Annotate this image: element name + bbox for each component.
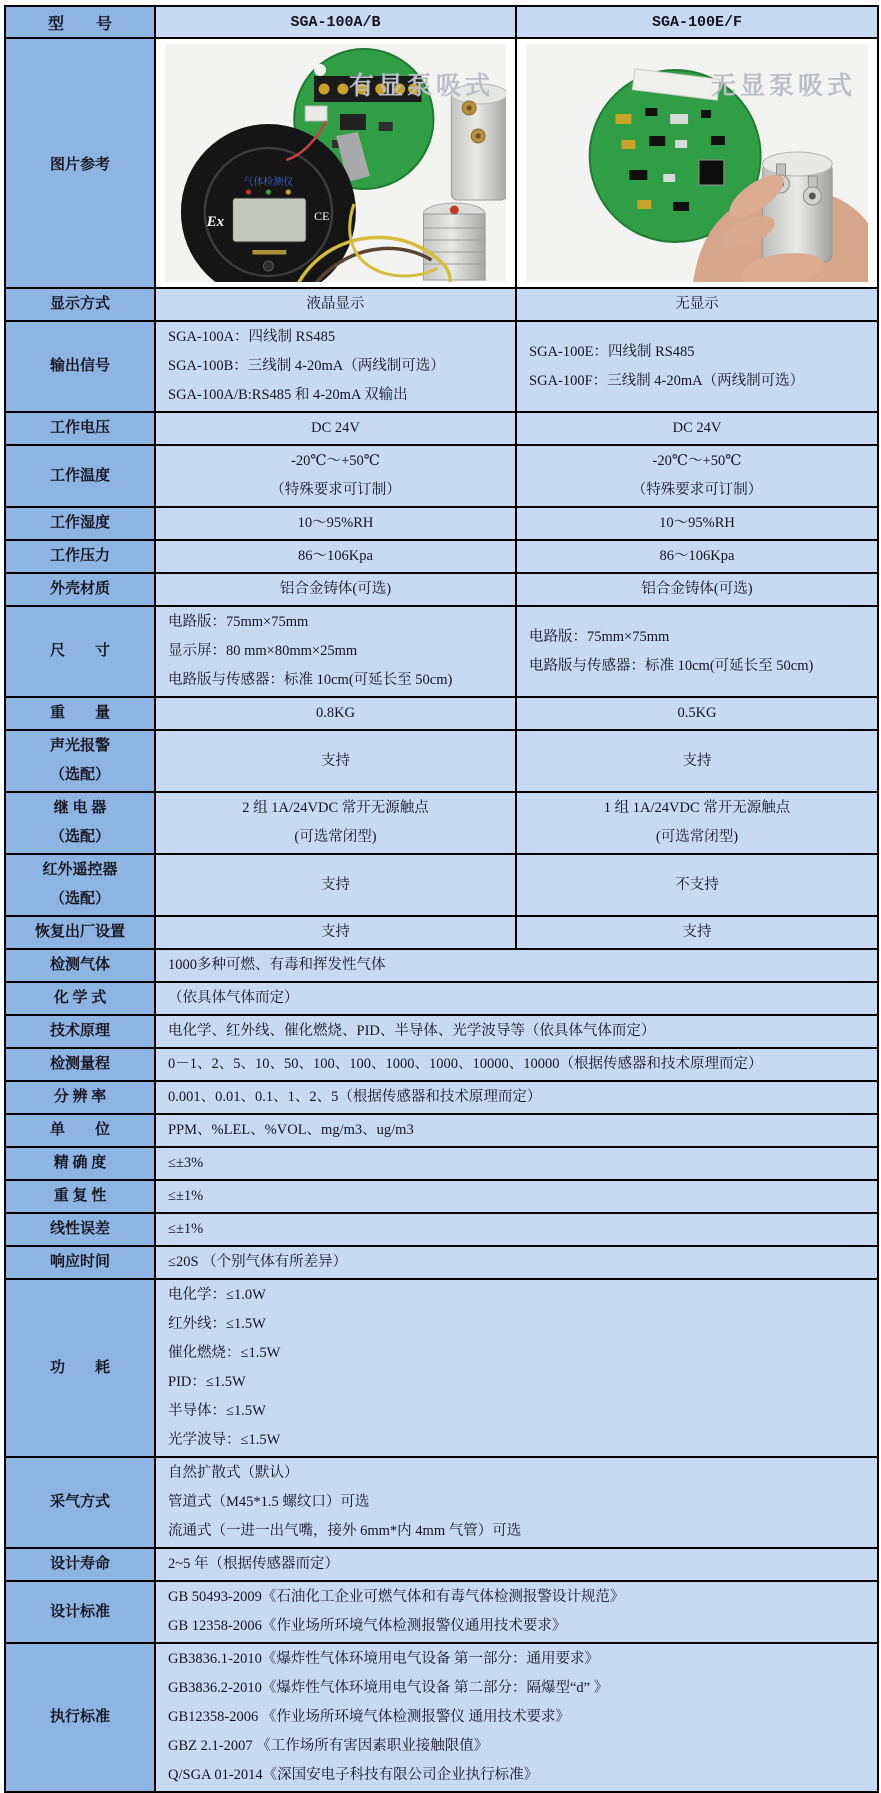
spec-line: 继 电 器 [53,800,107,816]
spec-value-full [155,1643,878,1792]
spec-line: 执行标准 [49,1709,110,1725]
sensor-red-dot [450,206,459,215]
spec-value-left [155,321,516,412]
spec-line: 0.001、0.01、0.1、1、2、5（根据传感器和技术原理而定） [168,1089,542,1105]
spec-rows [5,288,878,1792]
spec-line: 重 量 [49,705,110,721]
spec-line: 红外线：≤1.5W [168,1316,266,1332]
spec-line: 功 耗 [49,1359,110,1376]
photo-row-label: 图片参考 [5,38,155,288]
sensor-cylinder [763,152,833,262]
spec-line: GB12358-2006 《作业场所环境气体检测报警仪 通用技术要求》 [168,1709,570,1725]
table-row [5,412,878,445]
row-label [5,1180,155,1213]
model-label: 型 号 [5,6,155,38]
spec-line: DC 24V [672,420,722,436]
spec-line: 自然扩散式（默认） [168,1465,299,1481]
spec-line: GB3836.2-2010《爆炸性气体环境用电气设备 第二部分：隔爆型“d” 》 [168,1680,609,1696]
table-row [5,1246,878,1279]
spec-value-left [155,854,516,916]
row-label [5,982,155,1015]
photo-cell-right [516,38,878,288]
ex-marking: Ex [206,213,225,231]
spec-line: 工作湿度 [49,515,110,531]
row-label [5,573,155,606]
spec-line: 铝合金铸体(可选) [279,581,392,597]
spec-line: 声光报警 [49,738,110,754]
spec-line: (可选常闭型) [294,829,377,845]
spec-value-left [155,792,516,854]
row-label [5,412,155,445]
spec-line: 10～95%RH [297,515,374,531]
spec-line: 电路版：75mm×75mm [529,628,670,645]
table-row [5,1048,878,1081]
spec-line: 86～106Kpa [298,548,373,564]
spec-value-left [155,507,516,540]
row-label [5,1213,155,1246]
spec-value-full [155,1213,878,1246]
spec-value-right [516,321,878,412]
detector-screen-title: 气体检测仪 [243,176,294,189]
model-name-left: SGA-100A/B [155,6,516,38]
row-label [5,540,155,573]
spec-value-full [155,982,878,1015]
row-label [5,916,155,949]
spec-line: 2 组 1A/24VDC 常开无源触点 [242,800,429,816]
spec-line: 检测气体 [49,957,110,973]
spec-line: 设计标准 [49,1603,110,1620]
spec-value-full [155,1581,878,1643]
spec-line: 工作电压 [49,420,110,436]
spec-value-full [155,1114,878,1147]
row-label [5,606,155,697]
spec-line: 化 学 式 [53,990,107,1006]
spec-line: Q/SGA 01-2014《深国安电子科技有限公司企业执行标准》 [168,1767,539,1783]
header-row [5,6,878,38]
spec-line: SGA-100B：三线制 4-20mA（两线制可选） [168,358,445,374]
spec-line: -20℃～+50℃ [291,453,380,469]
spec-line: 流通式（一进一出气嘴，接外 6mm*内 4mm 气管）可选 [168,1523,522,1539]
table-row [5,1457,878,1548]
spec-value-right [516,697,878,730]
row-label [5,1147,155,1180]
spec-line: 采气方式 [49,1494,110,1510]
row-label [5,1081,155,1114]
spec-line: SGA-100A/B:RS485 和 4-20mA 双输出 [168,387,408,403]
spec-line: DC 24V [311,420,360,436]
spec-line: 工作温度 [49,467,110,484]
table-row [5,1279,878,1457]
spec-value-right [516,507,878,540]
spec-line: 恢复出厂设置 [34,924,125,940]
row-label [5,321,155,412]
row-label [5,697,155,730]
spec-line: SGA-100F：三线制 4-20mA（两线制可选） [529,372,805,389]
spec-line: 液晶显示 [306,296,365,312]
row-label [5,1246,155,1279]
spec-line: 设计寿命 [49,1556,110,1572]
row-label [5,1015,155,1048]
spec-value-left [155,730,516,792]
spec-value-right [516,730,878,792]
row-label [5,288,155,321]
spec-line: ≤±1% [168,1221,204,1237]
table-row [5,1581,878,1643]
spec-line: 支持 [682,752,712,769]
row-label [5,792,155,854]
spec-line: 工作压力 [49,548,110,564]
sensor-cylinder-ribbed [423,203,485,280]
spec-value-right [516,288,878,321]
row-label [5,507,155,540]
spec-line: 单 位 [49,1122,110,1138]
spec-line: ≤20S （个别气体有所差异） [168,1254,348,1270]
spec-value-left [155,573,516,606]
spec-line: PID：≤1.5W [168,1374,246,1390]
spec-line: GBZ 2.1-2007 《工作场所有害因素职业接触限值》 [168,1738,489,1754]
spec-line: 支持 [321,924,350,940]
table-row [5,540,878,573]
table-row [5,916,878,949]
spec-line: （依具体气体而定） [168,990,299,1006]
spec-line: 半导体：≤1.5W [168,1403,266,1419]
spec-value-left [155,540,516,573]
spec-line: ≤±3% [168,1155,204,1171]
spec-line: 2~5 年（根据传感器而定） [168,1556,339,1572]
spec-line: 1 组 1A/24VDC 常开无源触点 [603,800,791,816]
spec-value-left [155,606,516,697]
photo-watermark-right: 无显泵吸式 [710,73,856,100]
spec-line: GB3836.1-2010《爆炸性气体环境用电气设备 第一部分：通用要求》 [168,1651,599,1667]
table-row [5,1081,878,1114]
spec-line: ≤±1% [168,1188,204,1204]
model-name-right: SGA-100E/F [516,6,878,38]
spec-value-right [516,445,878,507]
table-row [5,982,878,1015]
spec-value-left [155,445,516,507]
spec-value-left [155,916,516,949]
table-row [5,445,878,507]
spec-value-full [155,1147,878,1180]
spec-line: GB 50493-2009《石油化工企业可燃气体和有毒气体检测报警设计规范》 [168,1589,625,1605]
table-row [5,1180,878,1213]
spec-line: 1000多种可燃、有毒和挥发性气体 [168,957,386,973]
spec-line: 不支持 [675,876,719,893]
spec-line: 外壳材质 [49,581,110,597]
spec-line: 光学波导：≤1.5W [168,1432,281,1448]
spec-value-full [155,1457,878,1548]
row-label [5,1581,155,1643]
spec-value-full [155,1048,878,1081]
spec-line: （特殊要求可订制） [270,482,401,498]
table-row [5,730,878,792]
table-row [5,1015,878,1048]
row-label [5,1114,155,1147]
spec-line: 支持 [682,924,712,940]
photo-watermark-left: 有显泵吸式 [348,73,494,100]
ce-marking: CE [314,208,330,224]
spec-line: 电路版与传感器：标准 10cm(可延长至 50cm) [529,657,814,674]
spec-line: 显示屏：80 mm×80mm×25mm [168,643,358,659]
row-label [5,1279,155,1457]
table-row [5,949,878,982]
row-label [5,1643,155,1792]
row-label [5,445,155,507]
spec-line: 显示方式 [49,296,110,312]
spec-value-right [516,412,878,445]
spec-line: 10～95%RH [659,515,735,531]
spec-line: 催化燃烧：≤1.5W [168,1345,281,1361]
spec-value-full [155,1180,878,1213]
table-row [5,288,878,321]
spec-value-right [516,792,878,854]
spec-line: SGA-100A：四线制 RS485 [168,329,336,345]
spec-line: 管道式（M45*1.5 螺纹口）可选 [168,1494,370,1510]
row-label [5,1048,155,1081]
spec-line: （特殊要求可订制） [631,482,763,498]
spec-line: 技术原理 [49,1023,110,1039]
spec-value-right [516,916,878,949]
spec-line: -20℃～+50℃ [652,453,742,469]
table-row [5,1548,878,1581]
photo-row [5,38,878,288]
table-row [5,1213,878,1246]
table-row [5,854,878,916]
table-row [5,1643,878,1792]
product-photo-left [165,44,506,282]
table-row [5,697,878,730]
table-row [5,507,878,540]
spec-line: 精 确 度 [53,1155,107,1171]
spec-line: （选配） [49,829,110,845]
spec-line: 线性误差 [49,1221,110,1237]
spec-line: (可选常闭型) [655,829,739,845]
spec-line: SGA-100E：四线制 RS485 [529,343,695,360]
spec-line: PPM、%LEL、%VOL、mg/m3、ug/m3 [168,1122,414,1138]
spec-line: 电化学：≤1.0W [168,1287,266,1303]
spec-value-full [155,1246,878,1279]
table-row [5,606,878,697]
spec-line: 0.5KG [677,705,717,721]
spec-line: 86～106Kpa [659,548,735,564]
spec-table [4,5,879,1793]
spec-line: 电路版：75mm×75mm [168,614,309,630]
spec-value-full [155,1015,878,1048]
row-label [5,1548,155,1581]
table-row [5,1147,878,1180]
table-row [5,573,878,606]
table-row [5,792,878,854]
spec-line: 输出信号 [49,358,110,374]
spec-value-full [155,1081,878,1114]
spec-line: （选配） [49,891,110,907]
spec-line: 分 辨 率 [53,1089,107,1105]
spec-line: 0.8KG [315,705,356,721]
spec-line: 响应时间 [49,1254,110,1270]
spec-value-left [155,288,516,321]
spec-line: 无显示 [675,296,719,312]
spec-line: 0－1、2、5、10、50、100、100、1000、1000、10000、10000（根据传感器和技术原理而定） [168,1056,763,1072]
spec-line: 支持 [321,876,350,893]
spec-line: 红外遥控器 [42,862,118,878]
spec-line: 检测量程 [49,1056,110,1072]
spec-value-left [155,412,516,445]
spec-value-right [516,606,878,697]
row-label [5,854,155,916]
spec-line: 电路版与传感器：标准 10cm(可延长至 50cm) [168,672,453,688]
table-row [5,1114,878,1147]
spec-line: 支持 [321,752,350,769]
row-label [5,1457,155,1548]
spec-line: 电化学、红外线、催化燃烧、PID、半导体、光学波导等（依具体气体而定） [168,1023,656,1039]
photo-cell-left [155,38,516,288]
spec-value-full [155,1548,878,1581]
spec-value-right [516,854,878,916]
spec-line: GB 12358-2006《作业场所环境气体检测报警仪通用技术要求》 [168,1618,567,1634]
spec-value-right [516,540,878,573]
spec-value-full [155,1279,878,1457]
spec-line: 铝合金铸体(可选) [641,581,753,597]
row-label [5,949,155,982]
spec-line: （选配） [49,767,110,783]
spec-value-left [155,697,516,730]
product-photo-right [526,44,868,282]
spec-value-full [155,949,878,982]
table-row [5,321,878,412]
row-label [5,730,155,792]
spec-line: 尺 寸 [49,643,110,659]
spec-line: 重 复 性 [53,1188,107,1204]
spec-value-right [516,573,878,606]
